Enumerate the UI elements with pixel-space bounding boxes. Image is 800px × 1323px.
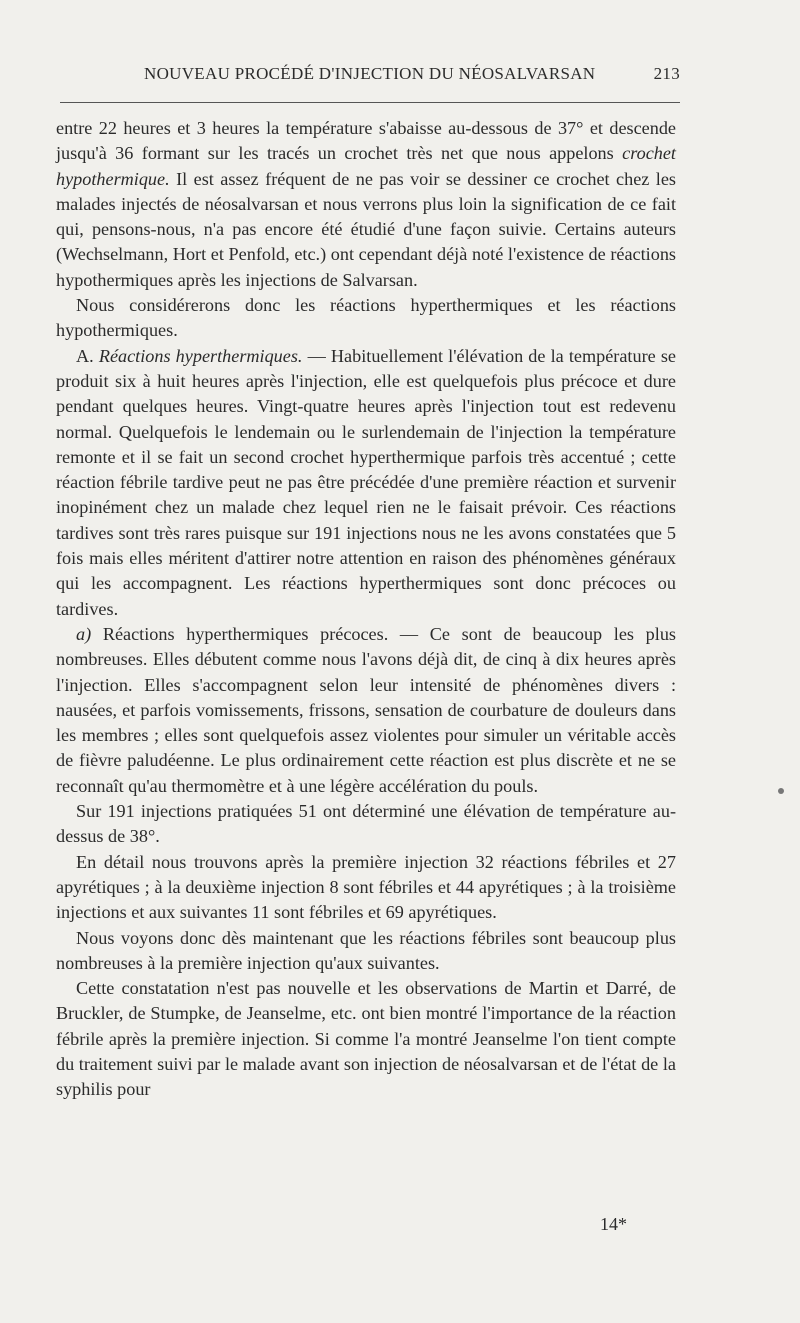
page-number: 213 [653, 64, 680, 83]
paragraph-6: En détail nous trouvons après la première injection 32 réactions fébriles et 27 apyrétiques ; à la deuxième injection 8 sont fébriles et 44 apyrétiques ; à la troisième injections et aux suivantes 11 sont fébriles et 69 apyrétiques. [56, 851, 676, 923]
paragraph-7: Nous voyons donc dès maintenant que les réactions fébriles sont beaucoup plus nombreuses à la première injection qu'aux suivantes. [56, 927, 676, 973]
running-title: NOUVEAU PROCÉDÉ D'INJECTION DU NÉOSALVARSAN [144, 64, 596, 83]
italic-term: crochet hypothermique. [56, 143, 676, 189]
body-text [56, 116, 676, 1103]
signature-mark: 14* [600, 1214, 627, 1234]
running-header [60, 62, 680, 90]
paragraph-3: A. Réactions hyperthermiques. — Habituellement l'élévation de la température se produit six à huit heures après l'injection, elle est quelquefois plus précoce et dure pendant quelques heures. Vingt-quatre heures après l'injection tout est redevenu normal. Quelquefois le lendemain ou le surlendemain de l'injection la température remonte et il se fait un second crochet hyperthermique parfois très accentué ; cette réaction fébrile tardive peut ne pas être précédée d'une première réaction et survenir inopinément chez un malade chez lequel rien ne le faisait prévoir. Ces réactions tardives sont très rares puisque sur 191 injections nous ne les avons constatées que 5 fois mais elles méritent d'attirer notre attention en raison des phénomènes généraux qui les accompagnent. Les réactions hyperthermiques sont donc précoces ou tardives. [56, 345, 676, 619]
paragraph-2: Nous considérerons donc les réactions hyperthermiques et les réactions hypothermiques. [56, 295, 676, 341]
paragraph-4: a) Réactions hyperthermiques précoces. — Ce sont de beaucoup les plus nombreuses. Elles débutent comme nous l'avons déjà dit, de cinq à dix heures après l'injection. Elles s'accompagnent selon leur intensité de phénomènes divers : nausées, et parfois vomissements, frissons, sensation de courbature de douleurs dans les membres ; elles sont quelquefois assez violentes pour simuler un véritable accès de fièvre paludéenne. Le plus ordinairement cette réaction est plus discrète et ne se reconnaît qu'au thermomètre et à une légère accélération du pouls. [56, 623, 676, 796]
paper-speck [778, 788, 784, 794]
paragraph-8: Cette constatation n'est pas nouvelle et les observations de Martin et Darré, de Bruckler, de Stumpke, de Jeanselme, etc. ont bien montré l'importance de la réaction fébrile après la première injection. Si comme l'a montré Jeanselme l'on tient compte du traitement suivi par le malade avant son injection de néosalvarsan et de l'état de la syphilis pour [56, 978, 676, 1100]
section-heading: Réactions hyperthermiques. [98, 345, 303, 366]
paragraph-5: Sur 191 injections pratiquées 51 ont déterminé une élévation de température au-dessus de 38°. [56, 801, 676, 847]
paragraph-1: entre 22 heures et 3 heures la température s'abaisse au-dessous de 37° et descende jusqu'à 36 formant sur les tracés un crochet très net que nous appelons crochet hypothermique. Il est assez fréquent de ne pas voir se dessiner ce crochet chez les malades injectés de néosalvarsan et nous verrons plus loin la signification de ce fait qui, pensons-nous, n'a pas encore été étudié d'une façon suivie. Certains auteurs (Wechselmann, Hort et Penfold, etc.) ont cependant déjà noté l'existence de réactions hypothermiques après les injections de Salvarsan. [56, 118, 676, 290]
subsection-marker: a) [76, 623, 92, 644]
header-rule [60, 102, 680, 103]
